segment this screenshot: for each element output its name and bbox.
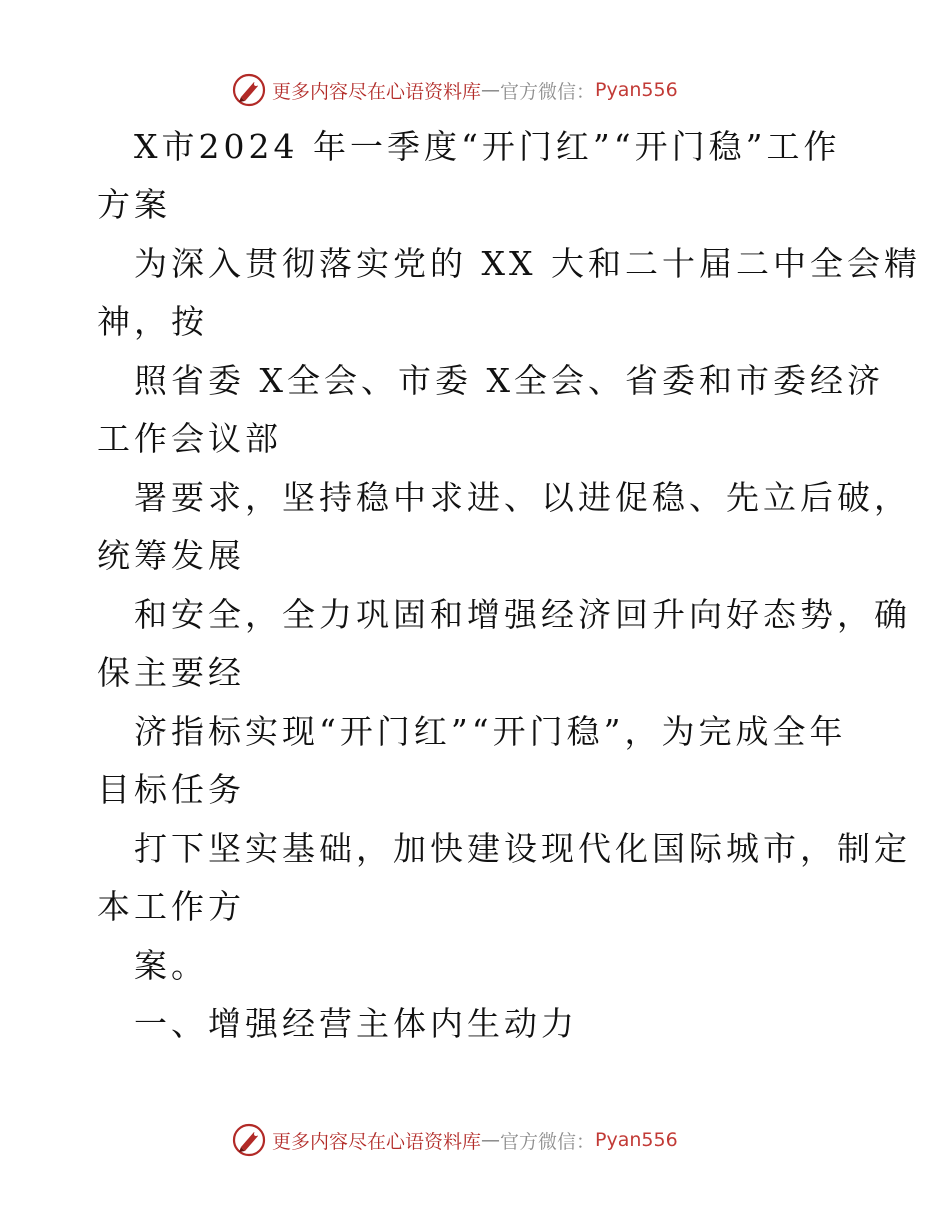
watermark-dash: — (481, 1129, 501, 1151)
paragraph-line: 和安全，全力巩固和增强经济回升向好态势，确 (134, 595, 911, 634)
watermark-wechat-id: Pyan556 (595, 79, 678, 101)
paragraph-line: 神，按 (97, 302, 208, 341)
paragraph-line: 目标任务 (97, 770, 245, 809)
pen-logo-icon (232, 1123, 266, 1157)
document-title-line-1: X市2024 年一季度“开门红”“开门稳”工作 (134, 127, 841, 166)
section-heading: 一、增强经营主体内生动力 (134, 1004, 578, 1043)
document-title-line-2: 方案 (97, 185, 171, 224)
pen-logo-icon (232, 73, 266, 107)
watermark-wechat-label: 官方微信： (500, 1130, 596, 1153)
watermark-wechat-id: Pyan556 (595, 1129, 678, 1151)
paragraph-line: 统筹发展 (97, 536, 245, 575)
watermark-footer (232, 1120, 678, 1160)
watermark-wechat-label: 官方微信： (500, 80, 596, 103)
paragraph-line: 署要求，坚持稳中求进、以进促稳、先立后破， (134, 478, 911, 517)
watermark-text: 更多内容尽在心语资料库 (272, 80, 482, 103)
watermark-header (232, 70, 678, 110)
paragraph-line: 为深入贯彻落实党的 XX 大和二十届二中全会精 (134, 244, 921, 283)
watermark-text: 更多内容尽在心语资料库 (272, 1130, 482, 1153)
paragraph-line: 本工作方 (97, 887, 245, 926)
paragraph-line: 济指标实现“开门红”“开门稳”，为完成全年 (134, 712, 847, 751)
paragraph-line: 保主要经 (97, 653, 245, 692)
paragraph-line: 案。 (134, 946, 208, 985)
paragraph-line: 照省委 X全会、市委 X全会、省委和市委经济 (134, 361, 884, 400)
paragraph-line: 打下坚实基础，加快建设现代化国际城市，制定 (134, 829, 911, 868)
watermark-dash: — (481, 79, 501, 101)
paragraph-line: 工作会议部 (97, 419, 282, 458)
